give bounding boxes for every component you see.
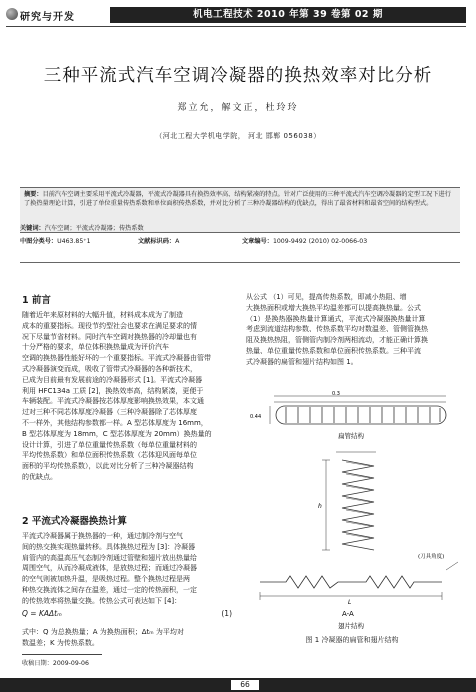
body-line: 空调的换热器性能好坏的一个重要指标。平流式冷凝器由管带: [22, 354, 211, 363]
figure-1-drawing: [246, 390, 466, 640]
body-line: 十分严格的要求，单位体积换热量成为评价汽车: [22, 343, 169, 352]
body-line: 热量、单位重量传热系数和单位面积传热系数。三种平流: [246, 346, 421, 355]
article-no-value: 1009-9492 (2010) 02-0066-03: [272, 238, 368, 245]
clc-field: [20, 236, 91, 245]
keywords-label: 关键词：: [20, 225, 45, 232]
body-line: 的传热效率将热量交换。传热公式可表达如下 [4]：: [22, 596, 182, 605]
journal-section-label: [6, 6, 106, 24]
article-no-field: [242, 236, 367, 245]
section-label-text: 研究与开发: [20, 12, 75, 23]
dim-thick-label: 0.44: [250, 414, 262, 420]
keywords-line: [20, 223, 460, 232]
header-divider: [6, 26, 466, 27]
body-line: 车辆装配。平流式冷凝器按芯体厚度影响换热效果，本文通: [22, 397, 204, 406]
fin-structure-label: 翅片结构: [338, 622, 364, 630]
section-1-heading: 1 前言: [22, 295, 51, 306]
doc-code-field: [138, 236, 179, 245]
dim-height-label: h: [318, 503, 322, 510]
body-line: 过对三种不同芯体厚度冷凝器（三种冷凝器除了芯体厚度: [22, 408, 197, 417]
paper-affiliation: （河北工程大学机电学院， 河北 邯郸 056038）: [155, 132, 321, 140]
abstract-label: 摘要：: [24, 191, 43, 198]
dim-width-label: L: [348, 599, 352, 606]
body-line: 肩管内的高温高压气态制冷剂通过管壁和翅片放出热量给: [22, 553, 197, 562]
cutter-angle-label: (刀具角度): [418, 554, 445, 560]
flat-tube-drawing: [270, 396, 446, 424]
section-2-heading: 2 平流式冷凝器换热计算: [22, 516, 127, 527]
body-line: 考虑到流道结构参数、传热系数平均对数温差、管侧管换热: [246, 325, 428, 334]
doc-code-value: A: [175, 238, 180, 245]
classification-line: [20, 236, 460, 246]
clc-value: U463.85⁺1: [57, 238, 91, 245]
body-line: 式冷凝器演变而成，吸收了管带式冷凝器的各种新技术，: [22, 364, 197, 373]
right-column-body: [246, 292, 458, 368]
equation-explanation: [22, 627, 232, 649]
paper-authors: 郑立允，解文正，杜玲玲: [177, 103, 299, 113]
dim-pitch-label: 0.3: [332, 391, 340, 397]
fin-drawing: [322, 452, 376, 550]
body-line: 周围空气，从而冷凝成液体，是放热过程；而通过冷凝器: [22, 564, 197, 573]
page-number: 66: [231, 680, 259, 690]
body-line: 大换热面积或增大换热平均温差都可以提高换热量。公式: [246, 303, 421, 312]
figure-1-caption: 图 1 冷凝器的扁管和翅片结构: [305, 636, 399, 644]
louver-section-drawing: [260, 562, 458, 600]
abstract-text: 目前汽车空调主要采用平流式冷凝器，平流式冷凝器具有换热效率高、结构紧凑的特点。针对广泛使用的三种平流式汽车空调冷凝器的定型工况下进行了换热量理论计算，引进了单位重量传热系数和单位面积传热系数，并对比分析了三种冷凝器结构的优缺点，得出了最省材料和最省空间的结构型式。: [24, 191, 451, 207]
body-line: 设计计算，引进了单位重量传热系数（每单位重量材料的: [22, 440, 197, 449]
body-line: 平流式冷凝器属于换热器的一种，通过制冷剂与空气: [22, 532, 183, 540]
section-1-body: [22, 310, 232, 483]
clc-label: 中图分类号：: [20, 238, 58, 245]
body-line: 式中：Q 为总换热量；A 为换热面积；Δtₘ 为平均对: [22, 628, 184, 636]
body-line: 不一样外，其他结构参数都一样。A 型芯体厚度为 16mm，: [22, 418, 208, 427]
body-line: 间的热交换实现热量转移。具体换热过程为 [3]：冷凝器: [22, 542, 196, 551]
equation-text: Q = KAΔtₘ: [22, 609, 62, 618]
abstract-divider: [20, 262, 460, 263]
footnote-divider: [22, 654, 102, 655]
body-line: 的优缺点。: [22, 472, 57, 481]
received-date: 收稿日期：2009-09-06: [22, 660, 89, 667]
body-line: 从公式 （1）可见，提高传热系数，即减小热阻、增: [246, 293, 407, 301]
body-line: 成本的重要指标。现役节约型社会也要求在满足要求的情: [22, 321, 197, 330]
body-line: 种热交换流体之间存在温差，通过一定的传热面积，一定: [22, 585, 197, 594]
paper-title: 三种平流式汽车空调冷凝器的换热效率对比分析: [43, 66, 433, 86]
equation-number: (1): [221, 609, 232, 618]
journal-info-bar: 机电工程技术 2010 年第 39 卷第 02 期: [110, 7, 466, 23]
equation-1: [22, 609, 232, 618]
journal-logo-icon: [6, 8, 18, 20]
tube-structure-label: 扁管结构: [338, 432, 364, 440]
body-line: 阻及换热热阻，管侧管内制冷剂两相流动，才能正确计算换: [246, 336, 428, 345]
body-line: 随着近年来原材料的大幅升值，材料成本成为了制造: [22, 311, 183, 319]
body-line: 利用 HFC134a 工质 [2]，换热效率高，结构紧凑，更便于: [22, 386, 204, 395]
body-line: 式冷凝器的扁管和翅片结构如图 1。: [246, 357, 358, 366]
body-line: 平均传热系数）和单位面积传热系数（芯体迎风面每单位: [22, 451, 197, 460]
keywords-text: 汽车空调；平流式冷凝器；传热系数: [44, 225, 144, 232]
doc-code-label: 文献标识码：: [138, 238, 176, 245]
article-no-label: 文章编号：: [242, 238, 273, 245]
body-line: （1）是换热器换热量计算通式，平流式冷凝器换热量计算: [246, 314, 426, 323]
body-line: 已成为目前最有发展前途的冷凝器形式 [1]。平流式冷凝器: [22, 375, 203, 384]
section-aa-label: A-A: [342, 610, 354, 618]
body-line: 况下尽量节省材料。同时汽车空调对换热器的冷却量也有: [22, 332, 197, 341]
section-2-body: [22, 531, 232, 607]
body-line: 的空气则被加热升温，是吸热过程。整个换热过程是两: [22, 575, 190, 584]
body-line: 面积的平均传热系数），以此对比分析了三种冷凝器结构: [22, 462, 194, 471]
body-line: B 型芯体厚度为 18mm，C 型芯体厚度为 20mm）换热量的: [22, 429, 212, 438]
body-line: 数温差；K 为传热系数。: [22, 638, 99, 647]
